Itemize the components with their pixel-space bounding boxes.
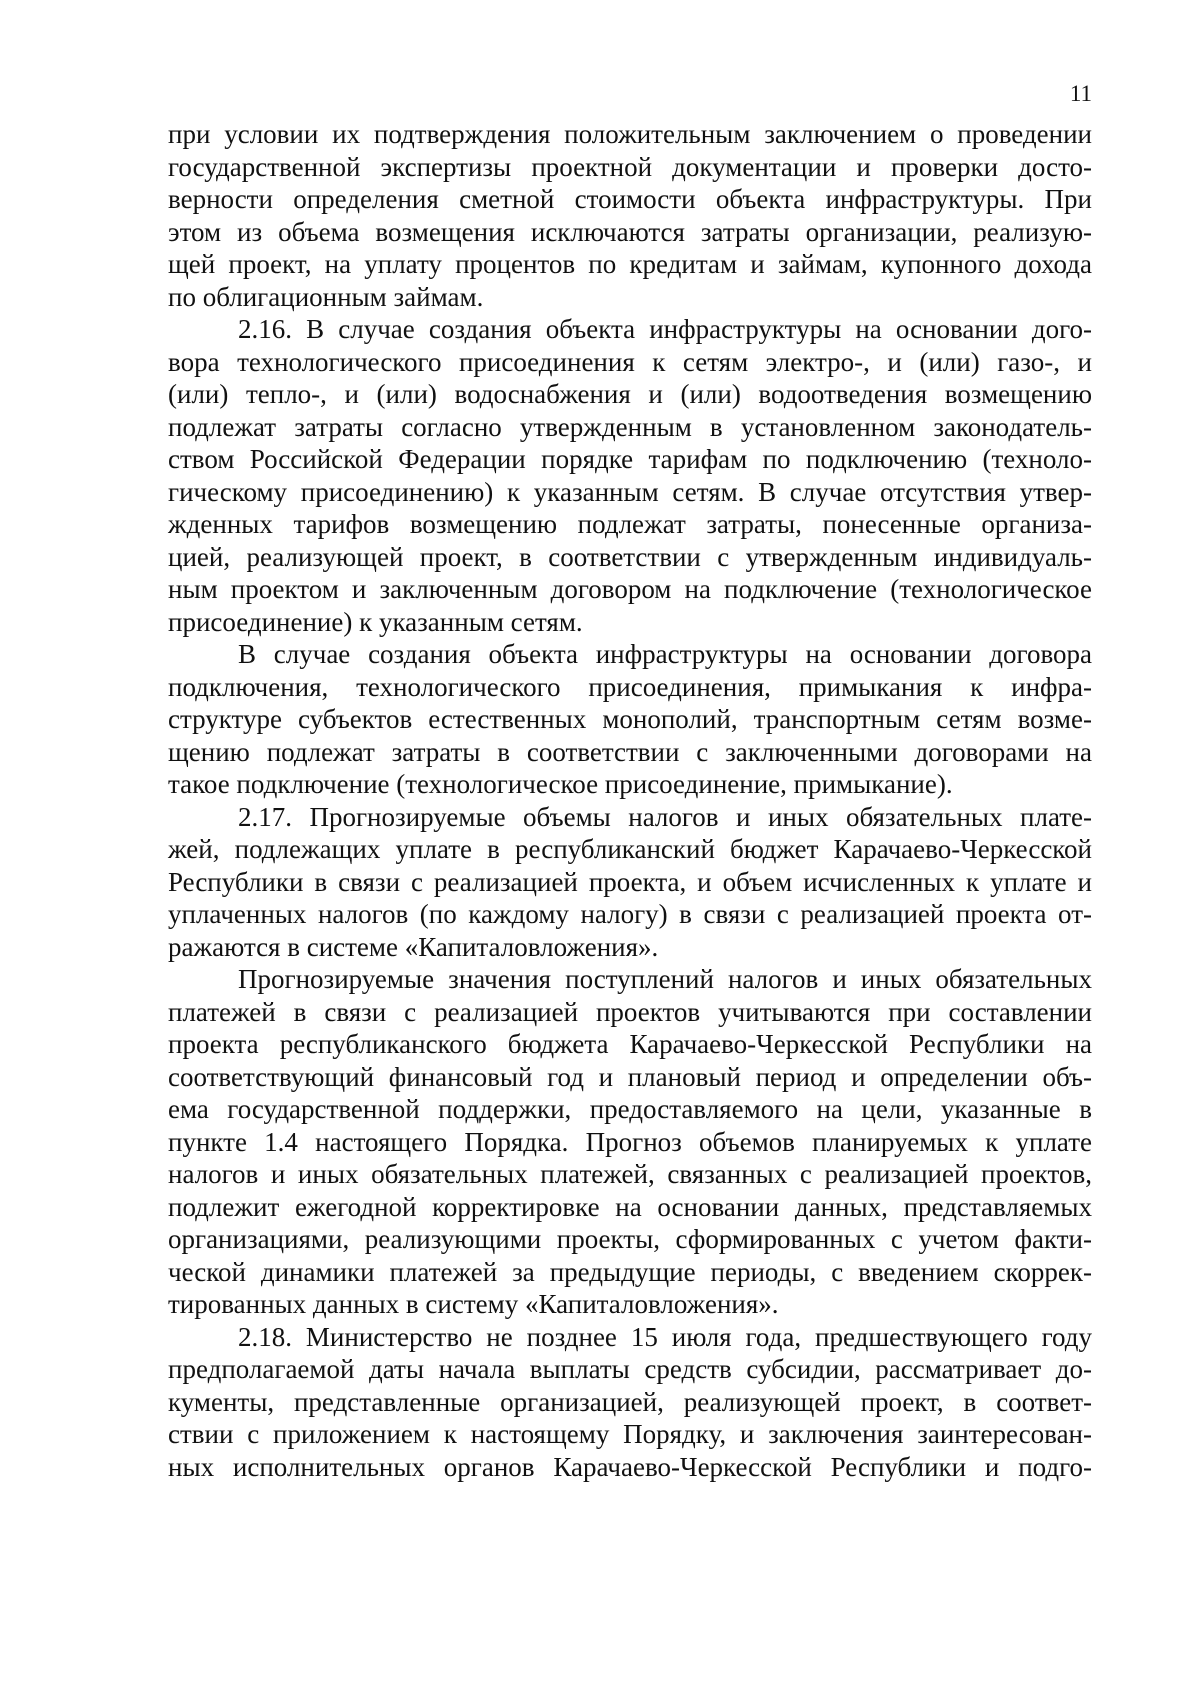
text-line — [168, 346, 1092, 379]
line-text: подключения, технологического присоединения, примыкания к инфра- — [168, 671, 1092, 702]
text-line — [168, 638, 1092, 671]
text-line — [168, 248, 1092, 281]
text-line — [168, 378, 1092, 411]
line-text: вора технологического присоединения к сетям электро-, и (или) газо-, и — [168, 346, 1092, 377]
text-line — [168, 606, 1092, 639]
line-text: жей, подлежащих уплате в республиканский бюджет Карачаево-Черкесской — [168, 834, 1092, 864]
text-line — [168, 411, 1092, 444]
text-line — [168, 1126, 1092, 1159]
paragraph — [168, 118, 1092, 313]
text-line — [168, 1191, 1092, 1224]
line-text: предполагаемой даты начала выплаты средств субсидии, рассматривает до- — [168, 1354, 1092, 1384]
text-line — [168, 1061, 1092, 1094]
text-line — [168, 1158, 1092, 1191]
text-line — [168, 963, 1092, 996]
text-line — [168, 866, 1092, 899]
text-line — [168, 1028, 1092, 1061]
line-text: пункте 1.4 настоящего Порядка. Прогноз объемов планируемых к уплате — [168, 1126, 1092, 1157]
line-text: щению подлежат затраты в соответствии с заключенными договорами на — [168, 736, 1092, 767]
line-text: при условии их подтверждения положительным заключением о проведении — [168, 119, 1092, 149]
line-text: 2.16. В случае создания объекта инфраструктуры на основании дого- — [238, 314, 1092, 344]
line-text: ражаются в системе «Капиталовложения». — [168, 931, 659, 962]
line-text: тированных данных в систему «Капиталовложения». — [168, 1289, 779, 1319]
text-line — [168, 768, 1092, 801]
line-text: подлежит ежегодной корректировке на основании данных, представляемых — [168, 1191, 1092, 1222]
line-text: структуре субъектов естественных монополий, транспортным сетям возме- — [168, 704, 1092, 734]
paragraph — [168, 313, 1092, 638]
paragraph — [168, 1321, 1092, 1484]
text-line — [168, 671, 1092, 704]
line-text: жденных тарифов возмещению подлежат затраты, понесенные организа- — [168, 509, 1092, 539]
line-text: 2.17. Прогнозируемые объемы налогов и иных обязательных плате- — [238, 801, 1092, 832]
text-line — [168, 541, 1092, 574]
line-text: ема государственной поддержки, предоставляемого на цели, указанные в — [168, 1094, 1092, 1124]
line-text: Республики в связи с реализацией проекта, и объем исчисленных к уплате и — [168, 866, 1092, 897]
page-number: 11 — [1069, 81, 1092, 106]
line-text: (или) тепло-, и (или) водоснабжения и (или) водоотведения возмещению — [168, 379, 1092, 409]
line-text: уплаченных налогов (по каждому налогу) в связи с реализацией проекта от- — [168, 899, 1092, 929]
text-line — [168, 118, 1092, 151]
text-line — [168, 508, 1092, 541]
line-text: такое подключение (технологическое присоединение, примыкание). — [168, 769, 953, 799]
line-text: щей проект, на уплату процентов по кредитам и займам, купонного дохода — [168, 249, 1092, 279]
text-line — [168, 736, 1092, 769]
line-text: ческой динамики платежей за предыдущие периоды, с введением скоррек- — [168, 1256, 1092, 1287]
text-line — [168, 703, 1092, 736]
text-line — [168, 183, 1092, 216]
line-text: организациями, реализующими проекты, сформированных с учетом факти- — [168, 1224, 1092, 1254]
text-line — [168, 1418, 1092, 1451]
line-text: кументы, представленные организацией, реализующей проект, в соответ- — [168, 1386, 1092, 1417]
line-text: по облигационным займам. — [168, 281, 484, 312]
document-body — [168, 118, 1092, 1483]
text-line — [168, 801, 1092, 834]
text-line — [168, 1321, 1092, 1354]
line-text: Прогнозируемые значения поступлений налогов и иных обязательных — [238, 964, 1092, 994]
text-line — [168, 1223, 1092, 1256]
text-line — [168, 1288, 1092, 1321]
text-line — [168, 281, 1092, 314]
line-text: ным проектом и заключенным договором на подключение (технологическое — [168, 574, 1092, 604]
line-text: ных исполнительных органов Карачаево-Черкесской Республики и подго- — [168, 1451, 1092, 1482]
text-line — [168, 313, 1092, 346]
text-line — [168, 1093, 1092, 1126]
line-text: этом из объема возмещения исключаются затраты организации, реализую- — [168, 216, 1092, 247]
text-line — [168, 1451, 1092, 1484]
line-text: проекта республиканского бюджета Карачаево-Черкесской Республики на — [168, 1029, 1092, 1059]
text-line — [168, 898, 1092, 931]
paragraph — [168, 801, 1092, 964]
text-line — [168, 573, 1092, 606]
text-line — [168, 833, 1092, 866]
line-text: гическому присоединению) к указанным сетям. В случае отсутствия утвер- — [168, 476, 1092, 507]
line-text: В случае создания объекта инфраструктуры на основании договора — [238, 639, 1092, 669]
paragraph — [168, 638, 1092, 801]
line-text: верности определения сметной стоимости объекта инфраструктуры. При — [168, 184, 1092, 214]
text-line — [168, 931, 1092, 964]
line-text: ством Российской Федерации порядке тарифам по подключению (техноло- — [168, 444, 1092, 474]
text-line — [168, 1386, 1092, 1419]
line-text: налогов и иных обязательных платежей, связанных с реализацией проектов, — [168, 1159, 1092, 1189]
line-text: государственной экспертизы проектной документации и проверки досто- — [168, 151, 1092, 182]
line-text: цией, реализующей проект, в соответствии с утвержденным индивидуаль- — [168, 541, 1092, 572]
line-text: платежей в связи с реализацией проектов учитываются при составлении — [168, 996, 1092, 1027]
text-line — [168, 476, 1092, 509]
line-text: подлежат затраты согласно утвержденным в установленном законодатель- — [168, 411, 1092, 442]
text-line — [168, 216, 1092, 249]
line-text: присоединение) к указанным сетям. — [168, 606, 583, 637]
line-text: 2.18. Министерство не позднее 15 июля года, предшествующего году — [238, 1321, 1092, 1352]
line-text: ствии с приложением к настоящему Порядку, и заключения заинтересован- — [168, 1419, 1092, 1449]
line-text: соответствующий финансовый год и плановый период и определении объ- — [168, 1061, 1092, 1092]
text-line — [168, 1256, 1092, 1289]
text-line — [168, 1353, 1092, 1386]
text-line — [168, 996, 1092, 1029]
text-line — [168, 443, 1092, 476]
text-line — [168, 151, 1092, 184]
paragraph — [168, 963, 1092, 1321]
